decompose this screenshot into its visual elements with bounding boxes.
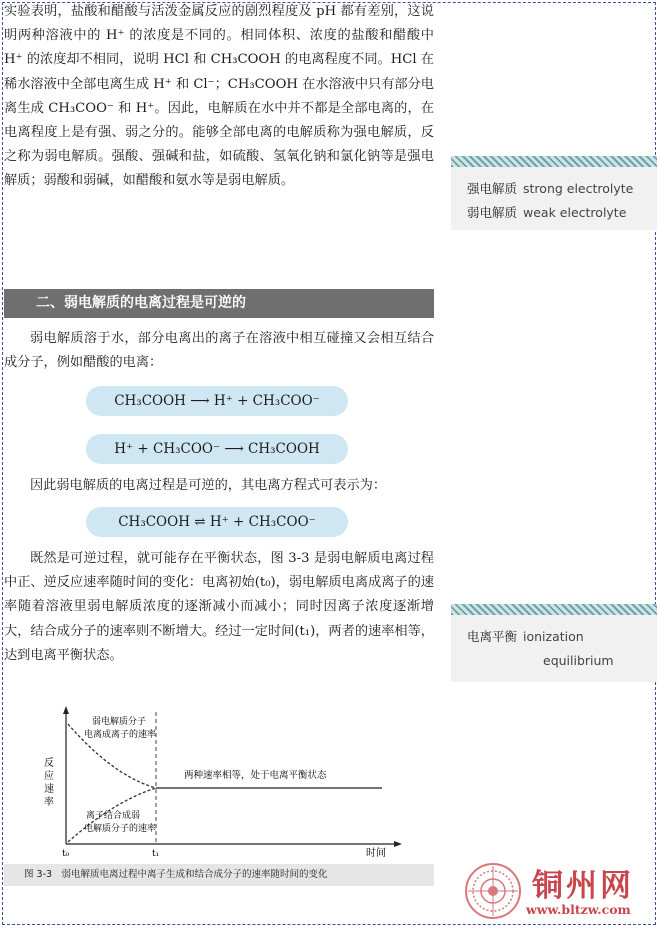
ionization-curve-label-1: 弱电解质分子 [92,717,147,727]
glossary-term-zh: 强电解质 [467,181,518,196]
recombination-curve-label-2: 电解质分子的速率 [84,824,157,834]
paragraph-equilibrium: 既然是可逆过程，就可能存在平衡状态，图 3-3 是弱电解质电离过程中正、逆反应速率随时间的变化：电离初始(t₀)，弱电解质电离成离子的速率随着溶液里弱电解质浓度的逐渐减小而减小；同时因离子浓度逐渐增大，结合成分子的速率则不断增大。经过一定时间(t₁)，两者的速率相等，达到电离平衡状态。 [4,551,434,663]
x-axis-label: 时间 [366,848,386,859]
paragraph-weak-electrolyte: 弱电解质溶于水，部分电离出的离子在溶液中相互碰撞又会相互结合成分子，例如醋酸的电离： [4,331,434,371]
glossary-term-en: ionization [523,629,584,644]
paragraph-intro: 实验表明，盐酸和醋酸与活泼金属反应的剧烈程度及 pH 都有差别，这说明两种溶液中的 H⁺ 的浓度是不同的。相同体积、浓度的盐酸和醋酸中 H⁺ 的浓度却不相同，说明 HCl 和 CH₃COOH 的电离程度不同。HCl 在稀水溶液中全部电离生成 H⁺ 和 Cl⁻；CH₃COOH 在水溶液中只有部分电离生成 CH₃COO⁻ 和 H⁺。因此，电解质在水中并不都是全部电离的，在电离程度上是有强、弱之分的。能够全部电离的电解质称为强电解质，反之称为弱电解质。强酸、强碱和盐，如硫酸、氢氧化钠和氯化钠等是强电解质；弱酸和弱碱，如醋酸和氨水等是弱电解质。 [4,4,434,189]
section-heading: 二、弱电解质的电离过程是可逆的 [4,289,434,318]
y-axis-arrow [63,706,69,714]
watermark-site-url: www.bltzw.com [526,902,631,917]
t1-label: t₁ [152,849,160,859]
equation-ionization: CH₃COOH ⟶ H⁺ + CH₃COO⁻ [86,386,348,416]
glossary-entry-strong [451,177,657,201]
rate-time-diagram [4,694,434,864]
glossary-term-zh: 弱电解质 [467,205,518,220]
recombination-curve-label-1: 离子结合成弱 [86,811,141,821]
glossary-entry-weak [451,201,657,225]
glossary-term-zh: 电离平衡 [467,629,518,644]
y-axis-label: 反应速率 [44,758,54,808]
glossary-term-en: weak electrolyte [523,205,627,220]
watermark-logo-icon [462,860,524,922]
glossary-term-en: strong electrolyte [523,181,634,196]
watermark-site-name: 铜州网 [532,868,634,904]
glossary-box-equilibrium [451,604,657,682]
equation-reversible: CH₃COOH ⇌ H⁺ + CH₃COO⁻ [86,507,348,537]
x-axis-arrow [394,841,402,847]
ionization-curve-label-2: 电离成离子的速率 [84,730,157,740]
watermark [460,858,656,924]
equation-recombination: H⁺ + CH₃COO⁻ ⟶ CH₃COOH [86,434,348,464]
rate-time-figure [4,694,434,886]
equilibrium-label: 两种速率相等，处于电离平衡状态 [184,770,327,781]
glossary-entry-ionization [451,625,657,649]
glossary-stripe [451,604,657,615]
glossary-stripe [451,156,657,167]
t0-label: t₀ [62,849,70,859]
figure-caption: 图 3-3 弱电解质电离过程中离子生成和结合成分子的速率随时间的变化 [4,864,434,886]
glossary-box-electrolytes [451,156,657,230]
glossary-entry-ionization-cont [451,649,657,673]
glossary-term-en: equilibrium [543,653,614,668]
paragraph-reversible: 因此弱电解质的电离过程是可逆的，其电离方程式可表示为： [30,478,387,493]
